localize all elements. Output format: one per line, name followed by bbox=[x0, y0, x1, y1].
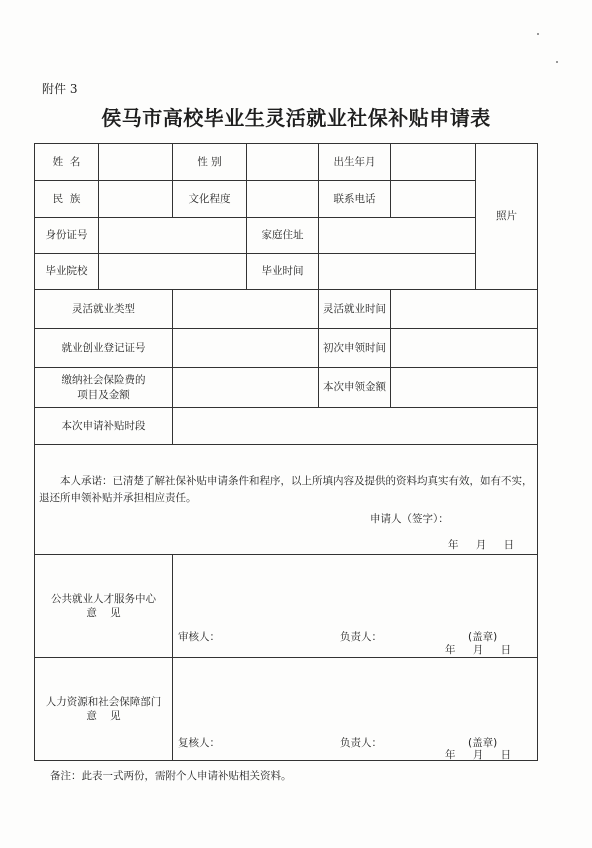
ethnicity-field[interactable] bbox=[99, 181, 173, 218]
insurance-items-line2: 项目及金额 bbox=[77, 388, 130, 401]
hr-department-opinion-word: 意 见 bbox=[86, 710, 121, 722]
insurance-items-label bbox=[35, 368, 173, 408]
photo-box[interactable] bbox=[476, 144, 538, 290]
employment-center-label bbox=[35, 555, 173, 658]
footer-note: 备注：此表一式两份，需附个人申请补贴相关资料。 bbox=[50, 770, 292, 782]
birth-label: 出生年月 bbox=[319, 144, 391, 181]
scan-speck bbox=[537, 33, 539, 35]
date-label-2: 年 月 日 bbox=[445, 749, 512, 761]
date-label-1: 年 月 日 bbox=[445, 644, 512, 656]
education-label: 文化程度 bbox=[173, 181, 247, 218]
grad-time-label: 毕业时间 bbox=[247, 254, 319, 290]
id-number-field[interactable] bbox=[99, 218, 247, 254]
home-address-label: 家庭住址 bbox=[247, 218, 319, 254]
name-field[interactable] bbox=[99, 144, 173, 181]
photo-label: 照片 bbox=[496, 210, 517, 223]
phone-field[interactable] bbox=[391, 181, 476, 218]
subsidy-period-label: 本次申请补贴时段 bbox=[35, 408, 173, 445]
school-label: 毕业院校 bbox=[35, 254, 99, 290]
phone-label: 联系电话 bbox=[319, 181, 391, 218]
home-address-field[interactable] bbox=[319, 218, 476, 254]
pledge-date: 年 月 日 bbox=[448, 539, 515, 551]
reviewer-label-1: 审核人： bbox=[178, 631, 220, 643]
reg-cert-field[interactable] bbox=[173, 329, 319, 368]
hr-department-name: 人力资源和社会保障部门 bbox=[45, 695, 162, 708]
reviewer-label-2: 复核人： bbox=[178, 737, 220, 749]
insurance-items-field[interactable] bbox=[173, 368, 319, 408]
name-label: 姓 名 bbox=[35, 144, 99, 181]
employment-center-opinion[interactable] bbox=[173, 555, 538, 658]
application-form bbox=[34, 143, 538, 761]
responsible-label-2: 负责人： bbox=[340, 737, 382, 749]
pledge-text: 本人承诺：已清楚了解社保补贴申请条件和程序，以上所填内容及提供的资料均真实有效，如有不实，退还所申领补贴并承担相应责任。 bbox=[39, 475, 533, 504]
gender-label: 性 别 bbox=[173, 144, 247, 181]
pledge-section bbox=[35, 445, 538, 555]
birth-field[interactable] bbox=[391, 144, 476, 181]
claim-amount-label: 本次申领金额 bbox=[319, 368, 391, 408]
flex-time-field[interactable] bbox=[391, 290, 538, 329]
seal-label-2: (盖章) bbox=[468, 737, 498, 749]
id-number-label: 身份证号 bbox=[35, 218, 99, 254]
applicant-signature-label[interactable]: 申请人（签字）： bbox=[370, 513, 449, 525]
hr-department-label bbox=[35, 658, 173, 761]
school-field[interactable] bbox=[99, 254, 247, 290]
subsidy-period-field[interactable] bbox=[173, 408, 538, 445]
first-claim-time-field[interactable] bbox=[391, 329, 538, 368]
claim-amount-field[interactable] bbox=[391, 368, 538, 408]
insurance-items-line1: 缴纳社会保险费的 bbox=[61, 374, 146, 387]
reg-cert-label: 就业创业登记证号 bbox=[35, 329, 173, 368]
employment-center-opinion-word: 意 见 bbox=[86, 607, 121, 619]
flex-type-field[interactable] bbox=[173, 290, 319, 329]
flex-type-label: 灵活就业类型 bbox=[35, 290, 173, 329]
grad-time-field[interactable] bbox=[319, 254, 476, 290]
first-claim-time-label: 初次申领时间 bbox=[319, 329, 391, 368]
responsible-label-1: 负责人： bbox=[340, 631, 382, 643]
scan-speck bbox=[556, 61, 558, 63]
hr-department-opinion[interactable] bbox=[173, 658, 538, 761]
form-title: 侯马市高校毕业生灵活就业社保补贴申请表 bbox=[101, 106, 491, 130]
education-field[interactable] bbox=[247, 181, 319, 218]
gender-field[interactable] bbox=[247, 144, 319, 181]
employment-center-name: 公共就业人才服务中心 bbox=[51, 592, 156, 605]
attachment-label: 附件 3 bbox=[42, 82, 78, 96]
seal-label-1: (盖章) bbox=[468, 631, 498, 643]
ethnicity-label: 民 族 bbox=[35, 181, 99, 218]
flex-time-label: 灵活就业时间 bbox=[319, 290, 391, 329]
